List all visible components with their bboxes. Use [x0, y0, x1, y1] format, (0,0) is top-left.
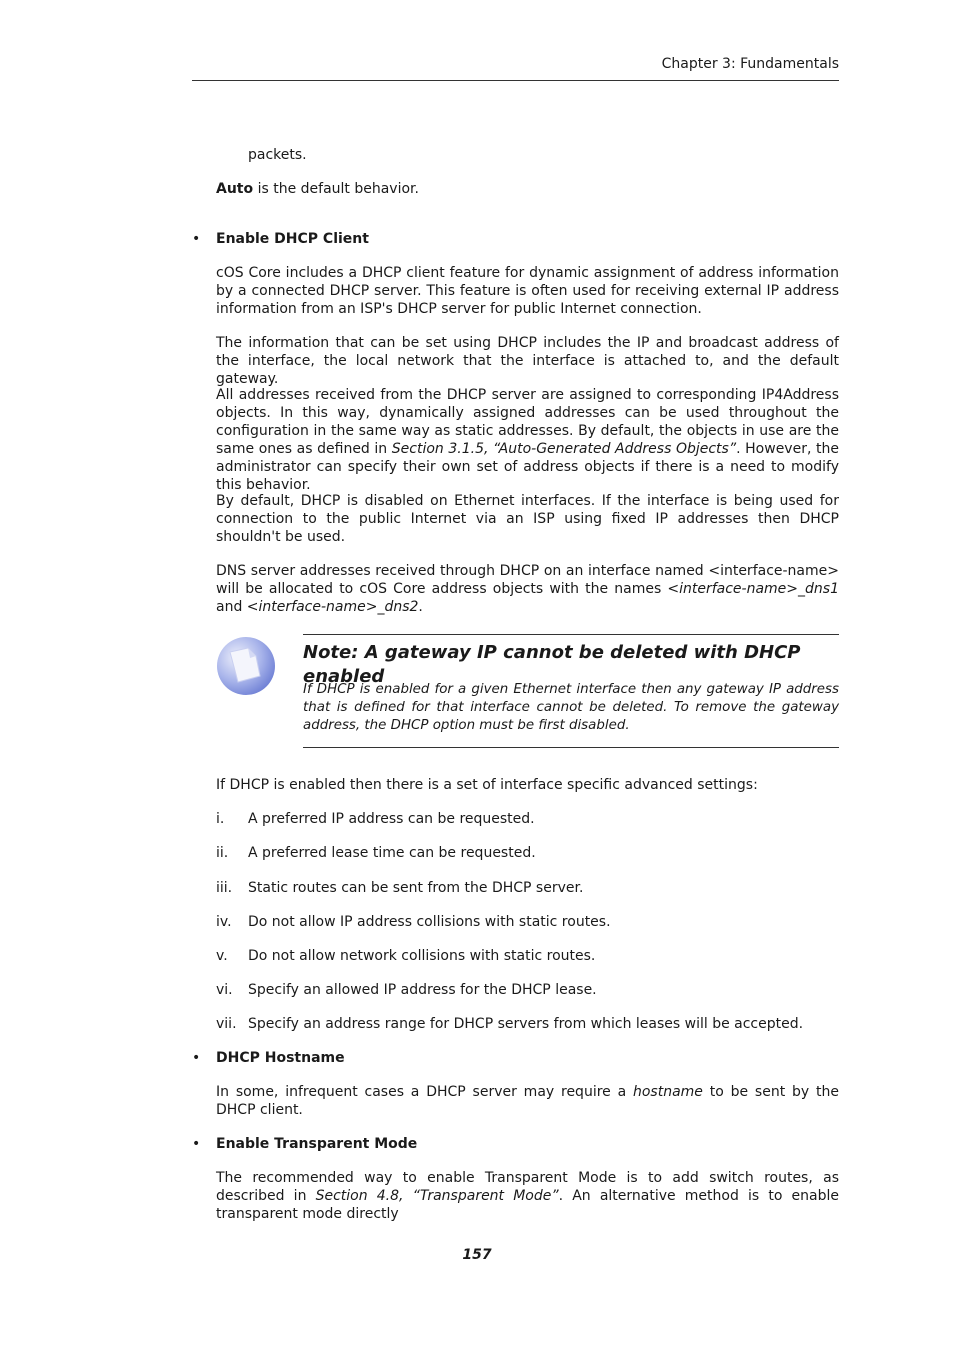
auto-default-paragraph	[216, 180, 839, 198]
dhcp-client-paragraph-3	[216, 386, 839, 494]
bullet-icon: •	[192, 231, 201, 247]
note-box	[303, 634, 839, 748]
paragraph-text: The recommended way to enable Transparent Mode is to add switch routes, as described in	[216, 1170, 839, 1204]
list-item-number: v.	[216, 948, 228, 964]
page-header	[192, 55, 839, 81]
dhcp-hostname-heading: DHCP Hostname	[216, 1050, 345, 1066]
note-page-icon	[216, 636, 276, 696]
list-item-number: iii.	[216, 880, 233, 896]
list-item: Specify an allowed IP address for the DHCP lease.	[248, 982, 597, 998]
advanced-settings-intro: If DHCP is enabled then there is a set of interface specific advanced settings:	[216, 777, 758, 793]
paragraph-text: .	[418, 599, 423, 615]
paragraph-text: . However, the administrator can specify their own set of address objects if there is a need to modify this behavior.	[216, 441, 839, 493]
dhcp-client-paragraph-4: By default, DHCP is disabled on Ethernet interfaces. If the interface is being used for connection to the public Internet via an ISP using fixed IP addresses then DHCP shouldn't be used.	[216, 493, 839, 545]
dns1-object-name: <interface-name>_dns1	[667, 581, 839, 597]
list-item: Specify an address range for DHCP servers from which leases will be accepted.	[248, 1016, 804, 1032]
dhcp-client-paragraph-2: The information that can be set using DHCP includes the IP and broadcast address of the interface, the local network that the interface is attached to, and the default gateway.	[216, 335, 839, 387]
list-item: A preferred IP address can be requested.	[248, 811, 535, 827]
note-title: Note: A gateway IP cannot be deleted with DHCP enabled	[303, 642, 801, 687]
note-body: If DHCP is enabled for a given Ethernet interface then any gateway IP address that is defined for that interface cannot be deleted. To remove the gateway address, the DHCP option must be first disabled.	[303, 682, 839, 733]
list-item-number: vii.	[216, 1016, 237, 1032]
hostname-term: hostname	[632, 1084, 703, 1100]
transparent-mode-heading: Enable Transparent Mode	[216, 1136, 418, 1152]
dhcp-client-paragraph-5	[216, 562, 839, 616]
list-item: Static routes can be sent from the DHCP server.	[248, 880, 584, 896]
dns2-object-name: <interface-name>_dns2	[246, 599, 419, 615]
list-item-number: iv.	[216, 914, 232, 930]
paragraph-text: DNS server addresses received through DHCP on an interface named <interface-name> will be allocated to cOS Core address objects with the names	[216, 563, 839, 597]
list-item: A preferred lease time can be requested.	[248, 845, 536, 861]
paragraph-text: All addresses received from the DHCP server are assigned to corresponding IP4Address objects. In this way, dynamically assigned addresses can be used throughout the configuration in the same way as static addresses. By default, the objects in use are the same ones as defined in	[216, 387, 839, 457]
bullet-icon: •	[192, 1050, 201, 1066]
transparent-mode-paragraph	[216, 1169, 839, 1223]
paragraph-text: and	[216, 599, 247, 615]
section-link-transparent-mode[interactable]: Section 4.8, “Transparent Mode”	[315, 1188, 559, 1204]
list-item-number: i.	[216, 811, 225, 827]
dhcp-client-heading: Enable DHCP Client	[216, 231, 369, 247]
page-number: 157	[462, 1247, 492, 1263]
list-item: Do not allow IP address collisions with static routes.	[248, 914, 611, 930]
list-item-number: vi.	[216, 982, 233, 998]
continuation-text: packets.	[248, 147, 307, 163]
section-link-auto-generated[interactable]: Section 3.1.5, “Auto-Generated Address Objects”	[391, 441, 737, 457]
dhcp-client-paragraph-1: cOS Core includes a DHCP client feature for dynamic assignment of address information by a connected DHCP server. This feature is often used for receiving external IP address information from an ISP's DHCP server for public Internet connection.	[216, 265, 839, 317]
dhcp-hostname-paragraph	[216, 1083, 839, 1119]
bullet-icon: •	[192, 1136, 201, 1152]
auto-term: Auto	[216, 181, 254, 197]
list-item: Do not allow network collisions with static routes.	[248, 948, 596, 964]
chapter-title: Chapter 3: Fundamentals	[661, 56, 839, 72]
paragraph-text: In some, infrequent cases a DHCP server may require a	[216, 1084, 633, 1100]
paragraph-text: . An alternative method is to enable transparent mode directly	[216, 1188, 839, 1222]
auto-description: is the default behavior.	[253, 181, 419, 197]
list-item-number: ii.	[216, 845, 229, 861]
paragraph-text: to be sent by the DHCP client.	[216, 1084, 839, 1118]
